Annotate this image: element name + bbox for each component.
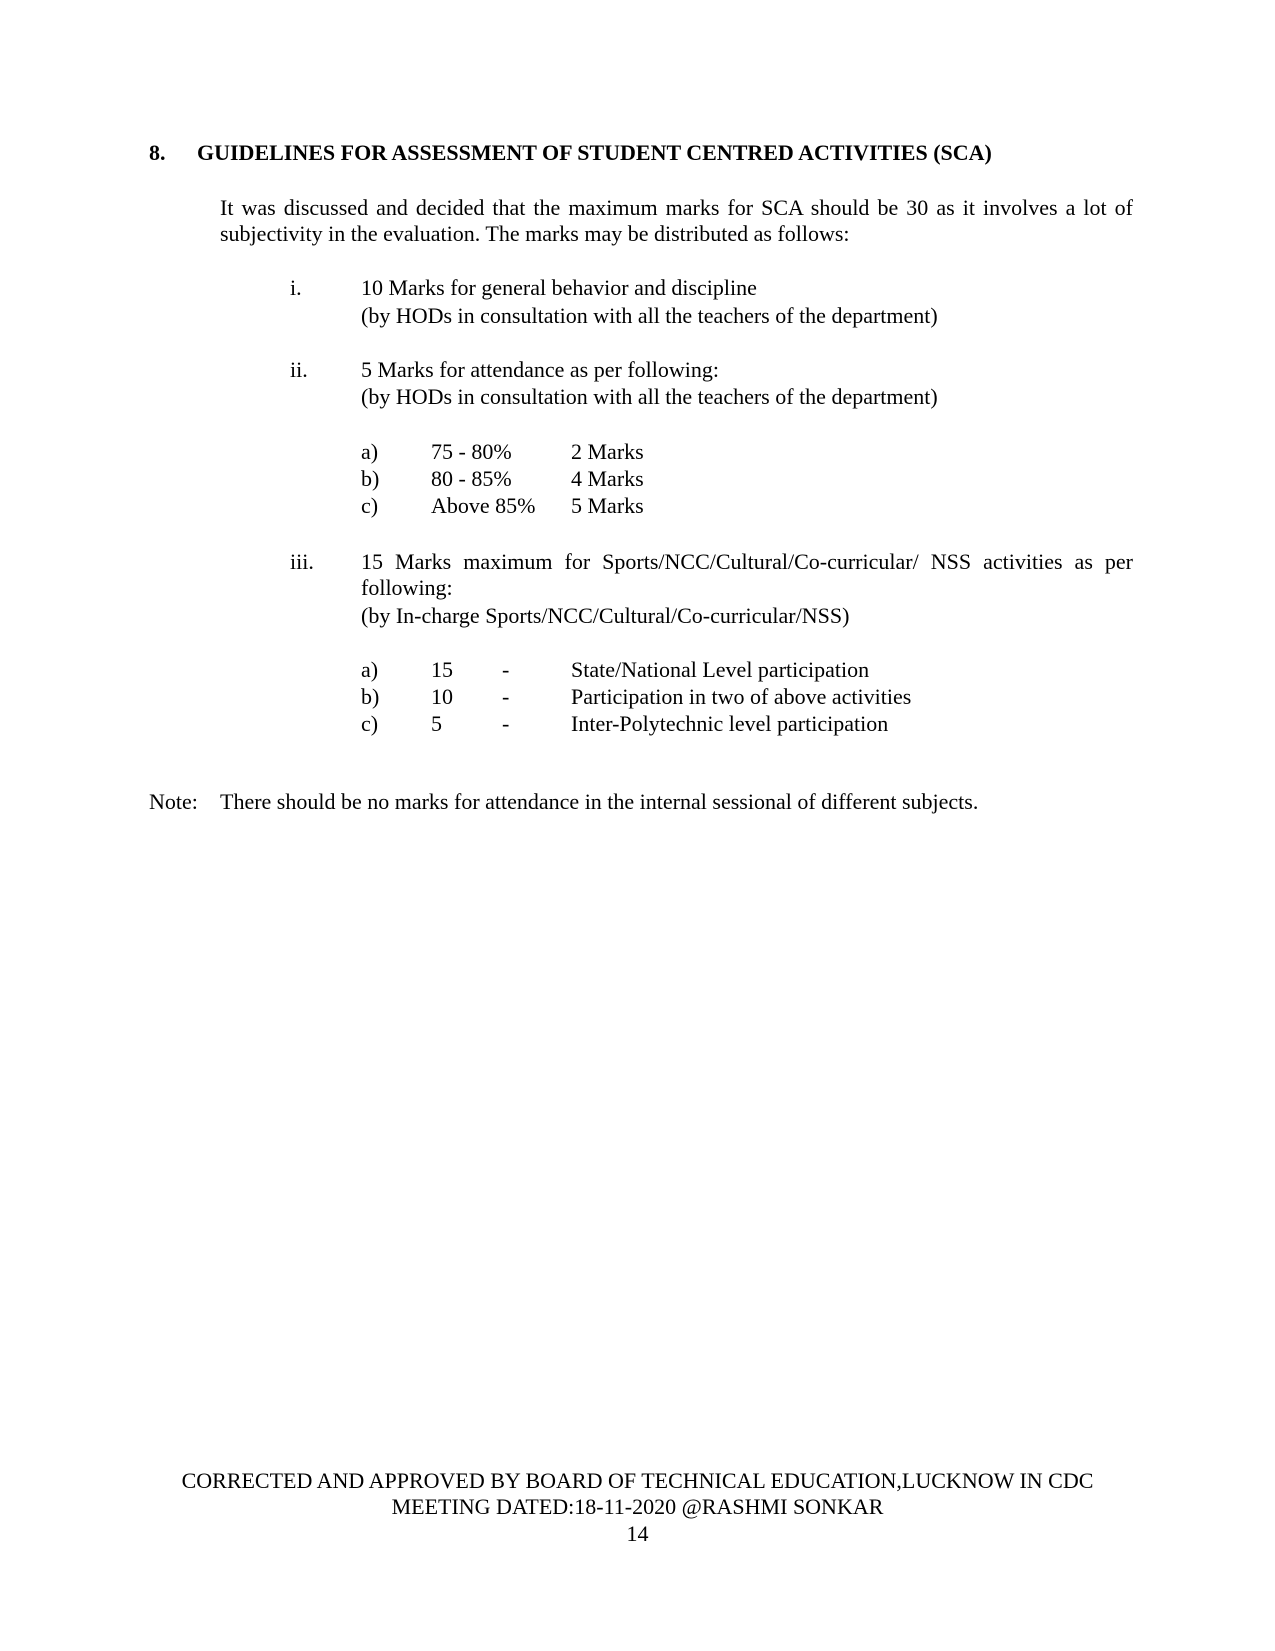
attendance-marks: 4 Marks bbox=[571, 466, 644, 491]
dash-separator: - bbox=[502, 657, 510, 682]
section-number: 8. bbox=[149, 140, 166, 165]
intro-paragraph: It was discussed and decided that the maximum marks for SCA should be 30 as it involves a lot of subjectivity in the evaluation. The marks may be distributed as follows: bbox=[220, 195, 1133, 246]
item-numeral: ii. bbox=[290, 357, 308, 382]
item-numeral: iii. bbox=[290, 549, 314, 574]
activity-description: State/National Level participation bbox=[571, 657, 870, 682]
dash-separator: - bbox=[502, 684, 510, 709]
activity-marks: 15 bbox=[431, 657, 453, 682]
activity-description: Inter-Polytechnic level participation bbox=[571, 711, 889, 736]
activity-marks: 10 bbox=[431, 684, 453, 709]
note-text: There should be no marks for attendance in the internal sessional of different subjects. bbox=[220, 789, 979, 814]
sub-item-letter: c) bbox=[361, 493, 379, 518]
item-authority: (by In-charge Sports/NCC/Cultural/Co-curricular/NSS) bbox=[361, 603, 850, 628]
section-title: GUIDELINES FOR ASSESSMENT OF STUDENT CENTRED ACTIVITIES (SCA) bbox=[197, 140, 992, 165]
attendance-marks: 5 Marks bbox=[571, 493, 644, 518]
note-label: Note: bbox=[149, 789, 198, 814]
item-text: 15 Marks maximum for Sports/NCC/Cultural/Co-curricular/ NSS activities as per following: bbox=[361, 549, 1133, 600]
item-numeral: i. bbox=[290, 275, 302, 300]
item-text: 5 Marks for attendance as per following: bbox=[361, 357, 719, 382]
item-authority: (by HODs in consultation with all the teachers of the department) bbox=[361, 384, 938, 409]
attendance-range: Above 85% bbox=[431, 493, 536, 518]
attendance-marks: 2 Marks bbox=[571, 439, 644, 464]
activity-description: Participation in two of above activities bbox=[571, 684, 912, 709]
sub-item-letter: a) bbox=[361, 439, 379, 464]
sub-item-letter: b) bbox=[361, 466, 380, 491]
item-authority: (by HODs in consultation with all the teachers of the department) bbox=[361, 303, 938, 328]
sub-item-letter: b) bbox=[361, 684, 380, 709]
page-number: 14 bbox=[626, 1521, 649, 1546]
sub-item-letter: c) bbox=[361, 711, 379, 736]
sub-item-letter: a) bbox=[361, 657, 379, 682]
attendance-range: 75 - 80% bbox=[431, 439, 512, 464]
item-text: 10 Marks for general behavior and discipline bbox=[361, 275, 757, 300]
footer-meeting-line: MEETING DATED:18-11-2020 @RASHMI SONKAR bbox=[391, 1494, 884, 1519]
dash-separator: - bbox=[502, 711, 510, 736]
attendance-range: 80 - 85% bbox=[431, 466, 512, 491]
activity-marks: 5 bbox=[431, 711, 442, 736]
footer-approval-line: CORRECTED AND APPROVED BY BOARD OF TECHNICAL EDUCATION,LUCKNOW IN CDC bbox=[181, 1468, 1094, 1493]
